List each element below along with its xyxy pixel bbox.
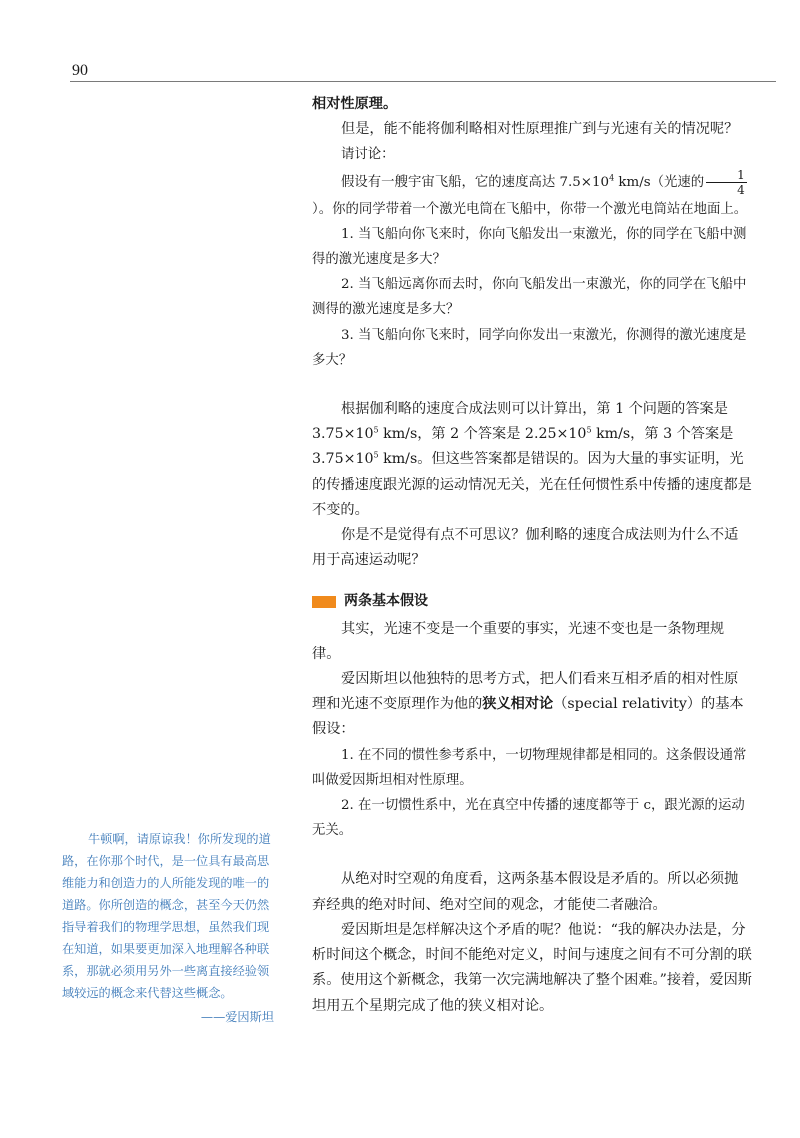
answers-text-3: km/s，第 3 个答案是 3.75×10 (312, 426, 734, 468)
wonder-paragraph: 你是不是觉得有点不可思议？伽利略的速度合成法则为什么不适用于高速运动呢？ (312, 527, 739, 569)
postulate-2: 2. 在一切惯性系中，光在真空中传播的速度都等于 c，跟光源的运动无关。 (312, 798, 745, 839)
question-3: 3. 当飞船向你飞来时，同学向你发出一束激光，你测得的激光速度是多大？ (312, 327, 747, 368)
main-text-column (312, 92, 752, 1019)
postulate-1: 1. 在不同的惯性参考系中，一切物理规律都是相同的。这条假设通常叫做爱因斯坦相对性原理。 (312, 747, 747, 788)
header-rule (70, 81, 776, 82)
quarter-fraction (706, 168, 747, 197)
continuation-text: 相对性原理。 (312, 96, 398, 112)
section-heading (312, 589, 752, 614)
discuss-label: 请讨论： (341, 147, 395, 163)
section-title: 两条基本假设 (344, 593, 428, 610)
section-paragraph-1: 其实，光速不变是一个重要的事实，光速不变也是一条物理规律。 (312, 620, 725, 662)
answers-exp-2: 5 (586, 425, 592, 435)
answers-text-4: km/s。但这些答案都是错误的。因为大量的事实证明，光的传播速度跟光源的运动情况无关，光在任何惯性系中传播的速度都是不变的。 (312, 451, 752, 518)
section-marker (312, 596, 336, 608)
scenario-exponent: 4 (609, 173, 615, 183)
answers-paragraph (312, 397, 752, 523)
spacer (312, 373, 752, 397)
answers-text-2: km/s，第 2 个答案是 2.25×10 (378, 426, 587, 443)
scenario-text-1: 假设有一艘宇宙飞船，它的速度高达 7.5×10 (341, 174, 610, 190)
section-paragraph-2 (312, 667, 752, 743)
section-p2-text-2: （special relativity）的基本假设： (312, 696, 744, 738)
scenario-text-3: ）。你的同学带着一个激光电筒在飞船中，你带一个激光电筒站在地面上。 (312, 201, 748, 217)
section-p2-text-1: 爱因斯坦以他独特的思考方式，把人们看来互相矛盾的相对性原理和光速不变原理作为他的 (312, 671, 739, 713)
sidebar-quote (62, 828, 274, 1028)
quote-author: ——爱因斯坦 (200, 1010, 274, 1024)
scenario-text-2: km/s（光速的 (614, 174, 705, 190)
quote-text: 牛顿啊，请原谅我！你所发现的道路，在你那个时代，是一位具有最高思维能力和创造力的人所能发现的唯一的道路。你所创造的概念，甚至今天仍然指导着我们的物理学思想，虽然我们现在知道，如果要更加深入地理解各种联系，那就必须用另外一些离直接经验领域较远的概念来代替这些概念。 (62, 832, 271, 1000)
question-1: 1. 当飞船向你飞来时，你向飞船发出一束激光，你的同学在飞船中测得的激光速度是多大？ (312, 226, 747, 268)
special-relativity-term: 狭义相对论 (482, 696, 554, 713)
fraction-numerator: 1 (706, 168, 747, 183)
answers-exp-1: 5 (373, 425, 379, 435)
page-number: 90 (72, 62, 88, 79)
answers-exp-3: 5 (373, 450, 379, 460)
question-intro-paragraph: 但是，能不能将伽利略相对性原理推广到与光速有关的情况呢？ (341, 121, 739, 138)
answers-text-1: 根据伽利略的速度合成法则可以计算出，第 1 个问题的答案是 3.75×10 (312, 401, 728, 443)
fraction-denominator: 4 (737, 182, 745, 197)
spacer (312, 843, 752, 867)
bottom-paragraph-1: 从绝对时空观的角度看，这两条基本假设是矛盾的。所以必须抛弃经典的绝对时间、绝对空间的观念，才能使二者融洽。 (312, 871, 739, 913)
question-2: 2. 当飞船远离你而去时，你向飞船发出一束激光，你的同学在飞船中测得的激光速度是多大？ (312, 277, 747, 318)
scenario-paragraph (312, 168, 752, 222)
bottom-paragraph-2: 爱因斯坦是怎样解决这个矛盾的呢？他说：“我的解决办法是，分析时间这个概念，时间不能绝对定义，时间与速度之间有不可分割的联系。使用这个新概念，我第一次完满地解决了整个困难。”接着，爱因斯坦用五个星期完成了他的狭义相对论。 (312, 921, 752, 1014)
